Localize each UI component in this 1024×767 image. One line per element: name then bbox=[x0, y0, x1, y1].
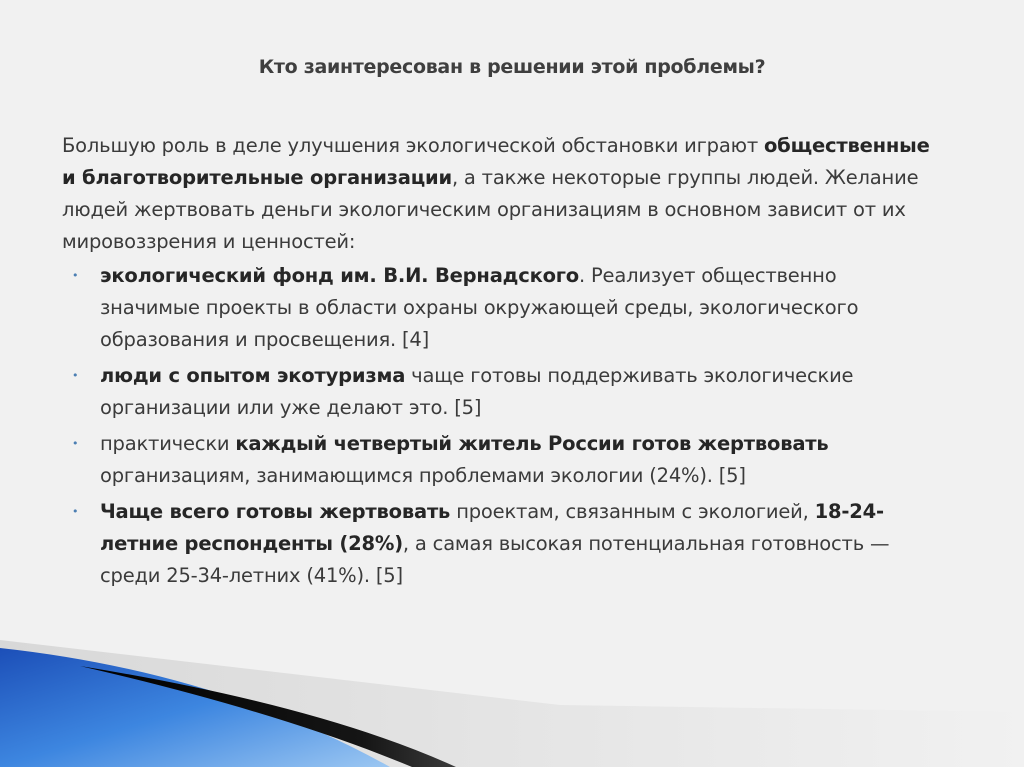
bullet-icon: • bbox=[72, 269, 79, 282]
bullet-1-text: . Реализует общественно значимые проекты в области охраны окружающей среды, экологического образования и просвещения. [4] bbox=[100, 264, 859, 351]
intro-text-1: Большую роль в деле улучшения экологической обстановки играют bbox=[62, 134, 764, 157]
bullet-3-text: организациям, занимающимся проблемами экологии (24%). [5] bbox=[100, 464, 746, 487]
bullet-4-bold-2: 18-24-летние респонденты (28%) bbox=[100, 500, 884, 555]
slide-title: Кто заинтересован в решении этой проблемы? bbox=[258, 56, 766, 78]
intro-bold: общественные и благотворительные организации bbox=[62, 134, 930, 189]
bullet-icon: • bbox=[72, 437, 79, 450]
bullet-icon: • bbox=[72, 369, 79, 382]
bullet-3-bold: каждый четвертый житель России готов жертвовать bbox=[235, 432, 829, 455]
bullet-2-bold: люди с опытом экотуризма bbox=[100, 364, 406, 387]
bullet-2-text: чаще готовы поддерживать экологические организации или уже делают это. [5] bbox=[100, 364, 854, 419]
bullet-4-text-2: , а самая высокая потенциальная готовность — среди 25-34-летних (41%). [5] bbox=[100, 532, 890, 587]
bullet-4-text-1: проектам, связанным с экологией, bbox=[450, 500, 815, 523]
bullet-1-bold: экологический фонд им. В.И. Вернадского bbox=[100, 264, 579, 287]
intro-text-2: , а также некоторые группы людей. Желание людей жертвовать деньги экологическим организациям в основном зависит от их мировоззрения и ценностей: bbox=[62, 166, 919, 253]
bullet-4-bold-1: Чаще всего готовы жертвовать bbox=[100, 500, 451, 523]
bullet-3-text-0: практически bbox=[100, 432, 236, 455]
bullet-icon: • bbox=[72, 505, 79, 518]
